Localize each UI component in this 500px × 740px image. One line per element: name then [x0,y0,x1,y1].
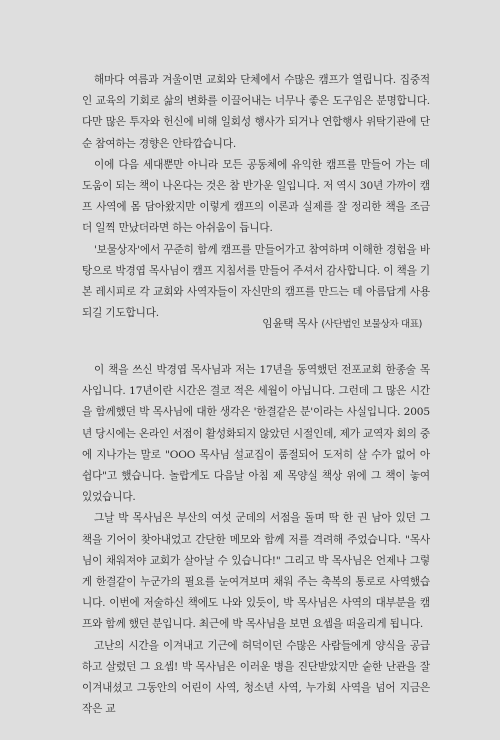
signature [262,316,422,331]
endorsement-2 [82,360,430,720]
paragraph: 그날 박 목사님은 부산의 여섯 군데의 서점을 돌며 딱 한 권 남아 있던 그 책을 기어이 찾아내었고 간단한 메모와 함께 저를 격려해 주었습니다. "목사님이 채워져야 교회가 살아날 수 있습니다!" 그리고 박 목사님은 언제나 그렇게 한결같이 누군가의 필요를 눈여겨보며 채워 주는 축복의 통로로 사역했습니다. 이번에 저술하신 책에도 나와 있듯이, 박 목사님은 사역의 대부분을 캠프와 함께 했던 분입니다. 최근에 박 목사님을 보면 요셉을 떠올리게 됩니다. [82,512,430,631]
paragraph: 해마다 여름과 겨울이면 교회와 단체에서 수많은 캠프가 열립니다. 집중적인 교육의 기회로 삶의 변화를 이끌어내는 너무나 좋은 도구임은 분명합니다. 다만 많은 투자와 헌신에 비해 일회성 행사가 되거나 연합행사 위탁기관에 단순 참여하는 경향은 안타깝습니다. [82,74,430,150]
paragraph: '보물상자'에서 꾸준히 함께 캠프를 만들어가고 참여하며 이해한 경험을 바탕으로 박경엽 목사님이 캠프 지침서를 만들어 주셔서 감사합니다. 이 책을 기본 레시피로 각 교회와 사역자들이 자신만의 캠프를 만드는 데 아름답게 사용되길 기도합니다. [82,243,430,320]
paragraph: 이 책을 쓰신 박경엽 목사님과 저는 17년을 동역했던 전포교회 한종술 목사입니다. 17년이란 시간은 결코 적은 세월이 아닙니다. 그런데 그 많은 시간을 함께했던 박 목사님에 대한 생각은 '한결같은 분'이라는 사실입니다. 2005년 당시에는 온라인 서점이 활성화되지 않았던 시절인데, 제가 교역자 회의 중에 지나가는 말로 "OOO 목사님 설교집이 품절되어 도저히 살 수가 없어 아쉽다"고 했습니다. 놀랍게도 다음날 아침 제 목양실 책상 위에 그 책이 놓여 있었습니다. [82,364,430,504]
signature-name: 임윤택 목사 [262,317,318,330]
endorsement-1 [82,70,430,324]
paragraph: 이에 다음 세대뿐만 아니라 모든 공동체에 유익한 캠프를 만들어 가는 데 도움이 되는 책이 나온다는 것은 참 반가운 일입니다. 저 역시 30년 가까이 캠프 사역에 몸 담아왔지만 이렇게 캠프의 이론과 실제를 잘 정리한 책을 조금 더 일찍 만났더라면 하는 아쉬움이 듭니다. [82,158,430,235]
paragraph: 고난의 시간을 이겨내고 기근에 허덕이던 수많은 사람들에게 양식을 공급하고 살렸던 그 요셉! 박 목사님은 이러운 병을 진단받았지만 숱한 난관을 잘 이겨내셨고 그동안의 어린이 사역, 청소년 사역, 누가회 사역을 넘어 지금은 작은 교 [82,639,430,716]
signature-organization: (사단법인 보물상자 대표) [321,319,422,330]
